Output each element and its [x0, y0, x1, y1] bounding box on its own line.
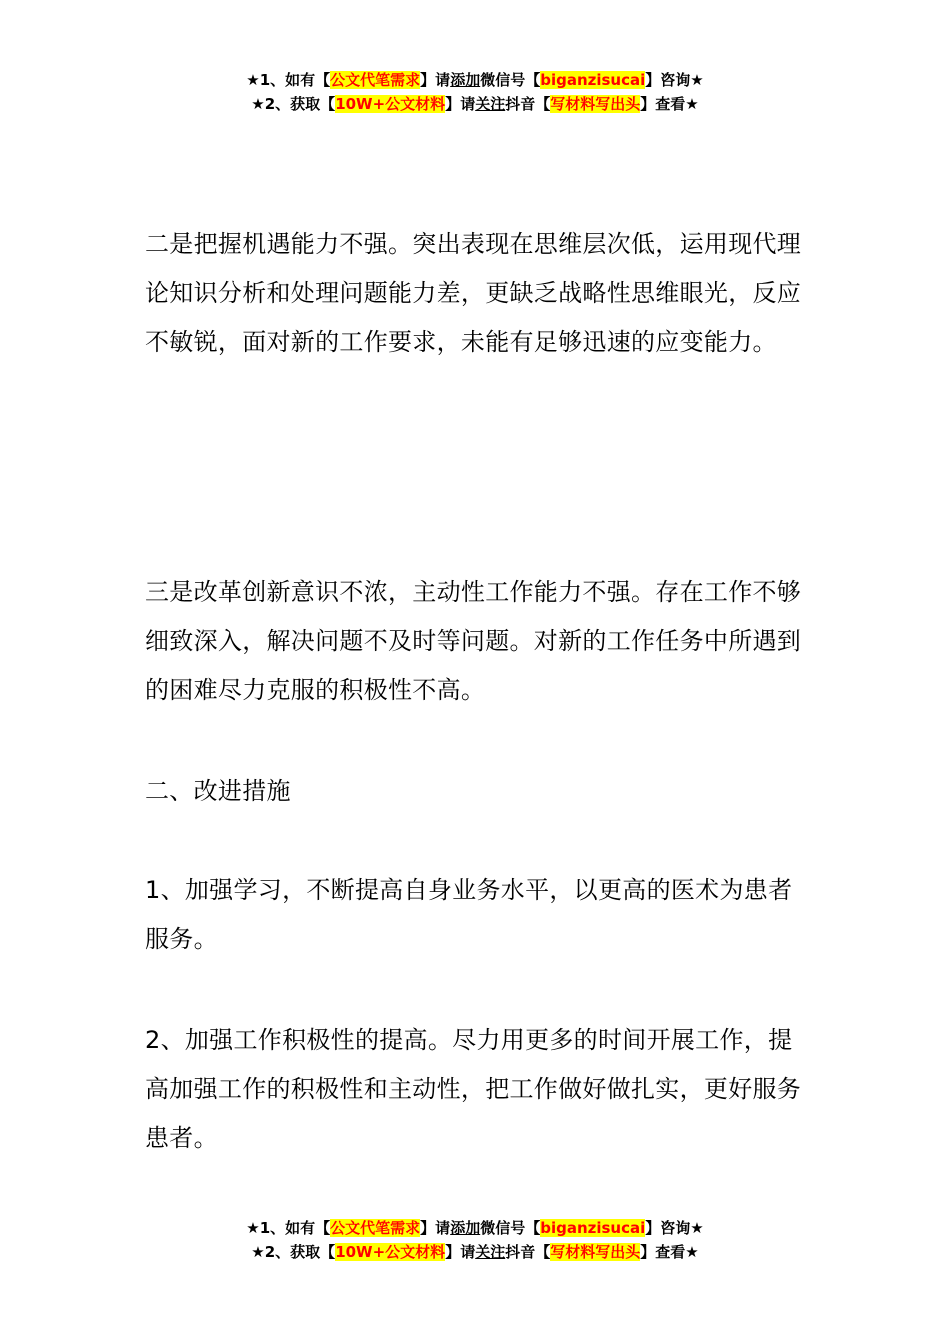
- banner-text: ★1、如有【: [246, 71, 331, 89]
- banner-text: 微信号【: [480, 71, 541, 89]
- banner-underlined: 关注: [475, 95, 506, 113]
- banner-line-1: [0, 1216, 950, 1240]
- bottom-banner: [0, 1216, 950, 1264]
- banner-line-1: [0, 68, 950, 92]
- banner-highlight: 公文代笔需求: [330, 1219, 421, 1237]
- banner-text: ★2、获取【: [251, 95, 336, 113]
- banner-underlined: 添加: [450, 1219, 481, 1237]
- banner-text: 】查看★: [640, 95, 699, 113]
- banner-highlight: biganzisucai: [540, 71, 646, 89]
- paragraph-innovation: 三是改革创新意识不浓，主动性工作能力不强。存在工作不够细致深入，解决问题不及时等问题。对新的工作任务中所遇到的困难尽力克服的积极性不高。: [145, 578, 802, 704]
- banner-highlight: 10W+公文材料: [335, 95, 446, 113]
- banner-highlight: 公文代笔需求: [330, 71, 421, 89]
- paragraph-opportunity: 二是把握机遇能力不强。突出表现在思维层次低，运用现代理论知识分析和处理问题能力差，更缺乏战略性思维眼光，反应不敏锐，面对新的工作要求，未能有足够迅速的应变能力。: [145, 230, 802, 356]
- list-item-1: 1、加强学习，不断提高自身业务水平，以更高的医术为患者服务。: [145, 876, 793, 953]
- banner-text: 抖音【: [505, 95, 551, 113]
- top-banner: [0, 68, 950, 116]
- banner-highlight: 写材料写出头: [550, 95, 641, 113]
- banner-highlight: 10W+公文材料: [335, 1243, 446, 1261]
- banner-underlined: 添加: [450, 71, 481, 89]
- banner-line-2: [0, 1240, 950, 1264]
- banner-text: 】请: [420, 71, 451, 89]
- banner-text: 】查看★: [640, 1243, 699, 1261]
- banner-text: 】请: [420, 1219, 451, 1237]
- banner-text: 】咨询★: [645, 71, 704, 89]
- banner-highlight: 写材料写出头: [550, 1243, 641, 1261]
- banner-highlight: biganzisucai: [540, 1219, 646, 1237]
- section-heading: 二、改进措施: [145, 777, 291, 805]
- banner-text: 微信号【: [480, 1219, 541, 1237]
- banner-underlined: 关注: [475, 1243, 506, 1261]
- list-item-2: 2、加强工作积极性的提高。尽力用更多的时间开展工作，提高加强工作的积极性和主动性，把工作做好做扎实，更好服务患者。: [145, 1026, 802, 1152]
- banner-line-2: [0, 92, 950, 116]
- banner-text: 】请: [445, 95, 476, 113]
- banner-text: 】请: [445, 1243, 476, 1261]
- banner-text: 抖音【: [505, 1243, 551, 1261]
- banner-text: ★2、获取【: [251, 1243, 336, 1261]
- banner-text: 】咨询★: [645, 1219, 704, 1237]
- banner-text: ★1、如有【: [246, 1219, 331, 1237]
